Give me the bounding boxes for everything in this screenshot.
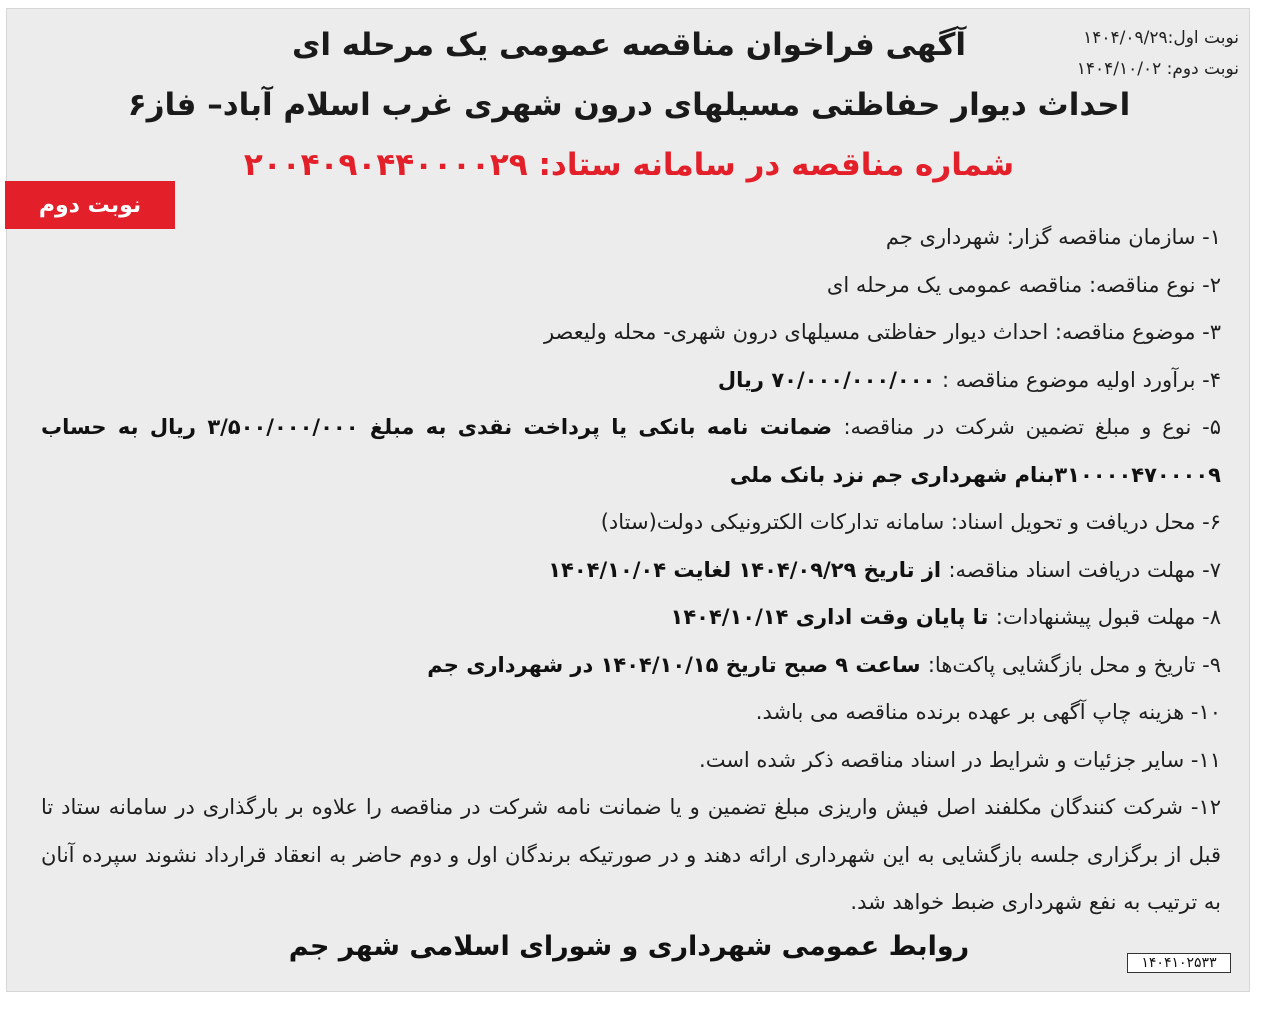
item-label: ۱- سازمان مناقصه گزار: [1006,225,1221,249]
item-label: ۱۱- سایر جزئیات و شرایط در اسناد مناقصه ذکر شده است. [699,747,1221,772]
item-value: احداث دیوار حفاظتی مسیلهای درون شهری- محله ولیعصر [543,320,1055,344]
second-publication-date: نوبت دوم: ۱۴۰۴/۱۰/۰۲ [1076,59,1239,79]
item-label: ۱۰- هزینه چاپ آگهی بر عهده برنده مناقصه می باشد. [755,700,1221,724]
list-item [41,642,1221,690]
item-label: ۱۲- شرکت کنندگان مکلفند اصل فیش واریزی مبلغ تضمین و یا ضمانت نامه شرکت در مناقصه را علاوه بر بارگذاری در سامانه ستاد تا قبل از برگزاری جلسه بازگشایی به این شهرداری ارائه دهند و در صورتیکه برندگان اول و دوم حاضر به انعقاد قرارداد نشوند سپرده آنان به ترتیب به نفع شهرداری ضبط خواهد شد. [41,795,1221,914]
list-item [41,547,1221,595]
item-value: مناقصه عمومی یک مرحله ای [826,272,1089,297]
list-item [41,214,1221,262]
list-item [41,784,1221,927]
item-label: ۹- تاریخ و محل بازگشایی پاکت‌ها: [927,652,1221,677]
ad-title: آگهی فراخوان مناقصه عمومی یک مرحله ای [291,27,967,63]
item-value: سامانه تدارکات الکترونیکی دولت(ستاد) [600,510,951,534]
item-label: ۳- موضوع مناقصه: [1054,320,1221,344]
item-label: ۵- نوع و مبلغ تضمین شرکت در مناقصه: [843,415,1222,439]
list-item [41,357,1221,405]
item-value: از تاریخ ۱۴۰۴/۰۹/۲۹ لغایت ۱۴۰۴/۱۰/۰۴ [548,557,949,582]
ad-subtitle: احداث دیوار حفاظتی مسیلهای درون شهری غرب اسلام آباد– فاز۶ [127,87,1131,123]
public-relations-signature: روابط عمومی شهرداری و شورای اسلامی شهر جم [288,931,970,962]
item-label: ۶- محل دریافت و تحویل اسناد: [950,510,1221,534]
item-label: ۸- مهلت قبول پیشنهادات: [995,605,1221,629]
item-label: ۲- نوع مناقصه: [1088,272,1221,297]
item-label: ۷- مهلت دریافت اسناد مناقصه: [948,557,1221,582]
tender-number: شماره مناقصه در سامانه ستاد: ۲۰۰۴۰۹۰۴۴۰۰۰۰۲۹ [243,147,1015,183]
list-item [41,499,1221,547]
first-publication-date: نوبت اول:۱۴۰۴/۰۹/۲۹ [1083,28,1239,48]
second-round-badge: نوبت دوم [5,181,175,229]
item-value: ساعت ۹ صبح تاریخ ۱۴۰۴/۱۰/۱۵ در شهرداری جم [427,652,928,677]
list-item [41,689,1221,737]
list-item [41,594,1221,642]
item-value: ضمانت نامه بانکی یا پرداخت نقدی به مبلغ ۳/۵۰۰/۰۰۰/۰۰۰ ریال به حساب ۳۱۰۰۰۰۴۷۰۰۰۰۹بنام شهرداری جم نزد بانک ملی [41,415,1221,487]
tender-advertisement [6,8,1250,992]
item-value: تا پایان وقت اداری ۱۴۰۴/۱۰/۱۴ [670,605,996,629]
list-item [41,404,1221,499]
list-item [41,309,1221,357]
list-item [41,262,1221,310]
item-value: شهرداری جم [885,225,1007,249]
list-item [41,737,1221,785]
tender-conditions-list [41,214,1221,927]
item-label: ۴- برآورد اولیه موضوع مناقصه : [935,367,1221,392]
ad-code: ۱۴۰۴۱۰۲۵۳۳ [1127,953,1231,973]
item-value: ۷۰/۰۰۰/۰۰۰/۰۰۰ ریال [717,367,936,392]
